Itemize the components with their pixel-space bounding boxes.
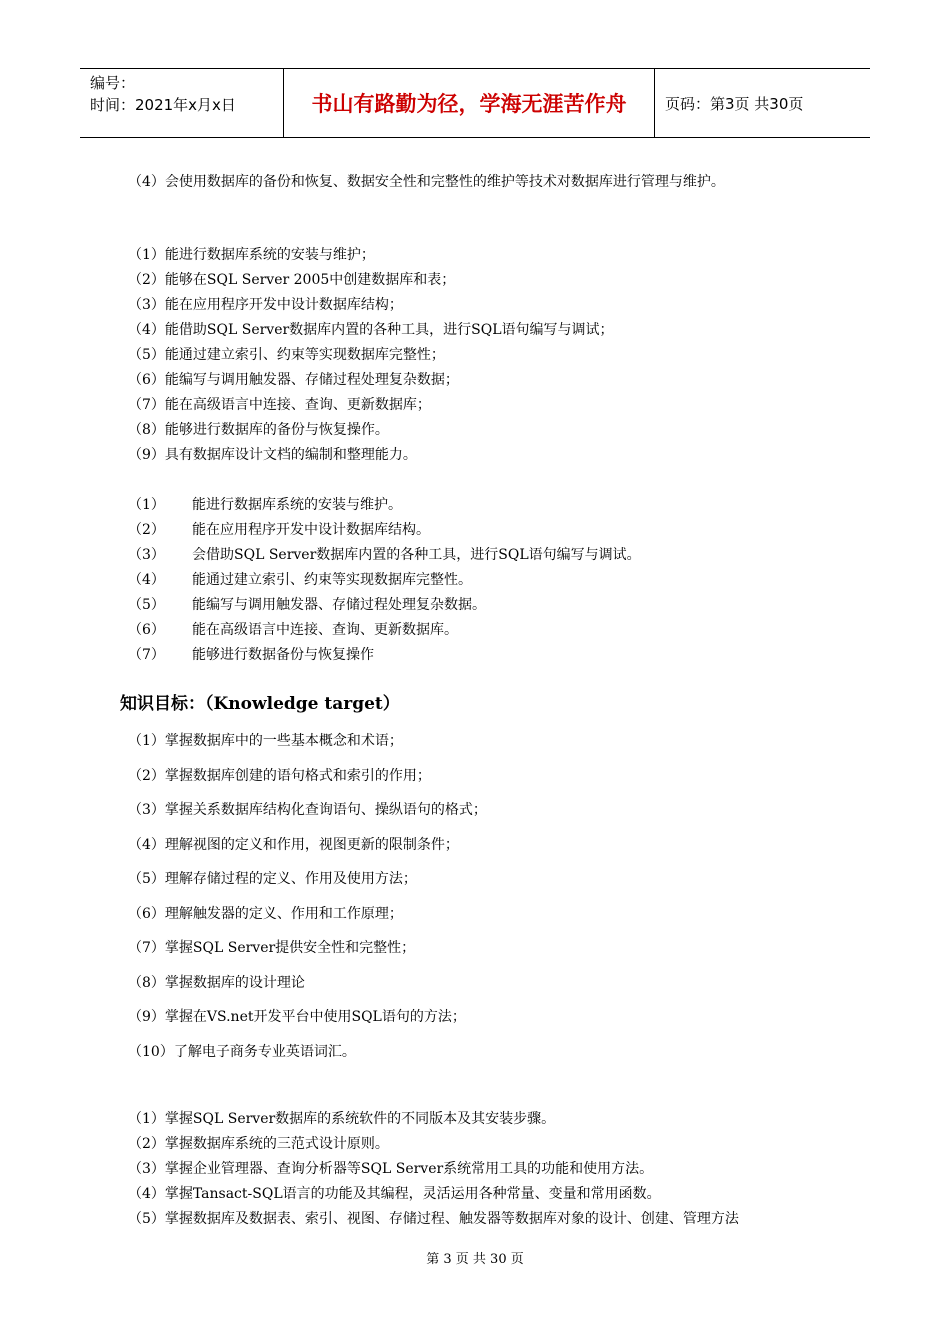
page-footer: 第 3 页 共 30 页 [426, 1252, 524, 1267]
knowledge-target-heading: 知识目标：（Knowledge target） [120, 694, 400, 714]
list-item: （4）能借助SQL Server数据库内置的各种工具，进行SQL语句编写与调试； [128, 322, 614, 338]
list-item-number: （2） [128, 522, 165, 538]
list-item: （9）掌握在VS.net开发平台中使用SQL语句的方法； [128, 1009, 466, 1025]
header-meta [80, 69, 283, 137]
list-item: （3）掌握企业管理器、查询分析器等SQL Server系统常用工具的功能和使用方法。 [128, 1161, 654, 1177]
document-time: 时间：2021年x月x日 [90, 96, 236, 114]
list-item: （5）能通过建立索引、约束等实现数据库完整性； [128, 347, 445, 363]
list-item [128, 521, 430, 539]
list-item-text: 会借助SQL Server数据库内置的各种工具，进行SQL语句编写与调试。 [192, 547, 641, 563]
list-item [128, 621, 458, 639]
list-item [128, 596, 486, 614]
header-page-info: 页码：第3页 共30页 [665, 94, 804, 113]
list-item: （8）能够进行数据库的备份与恢复操作。 [128, 422, 389, 438]
list-item-number: （7） [128, 647, 165, 663]
list-item: （1）掌握数据库中的一些基本概念和术语； [128, 733, 403, 749]
list-item: （7）掌握SQL Server提供安全性和完整性； [128, 940, 416, 956]
list-item: （1）掌握SQL Server数据库的系统软件的不同版本及其安装步骤。 [128, 1111, 556, 1127]
list-item: （7）能在高级语言中连接、查询、更新数据库； [128, 397, 431, 413]
list-item: （2）掌握数据库系统的三范式设计原则。 [128, 1136, 389, 1152]
list-item [128, 546, 641, 564]
list-item [128, 571, 472, 589]
list-item: （3）能在应用程序开发中设计数据库结构； [128, 297, 403, 313]
list-item-number: （3） [128, 547, 165, 563]
list-item: （10）了解电子商务专业英语词汇。 [128, 1044, 356, 1060]
list-item: （9）具有数据库设计文档的编制和整理能力。 [128, 447, 417, 463]
list-item [128, 646, 374, 664]
document-number-label: 编号： [90, 74, 136, 92]
page-header [80, 68, 870, 138]
list-item: （2）掌握数据库创建的语句格式和索引的作用； [128, 768, 431, 784]
list-item-number: （1） [128, 497, 165, 513]
list-item-number: （4） [128, 572, 165, 588]
list-item: （1）能进行数据库系统的安装与维护； [128, 247, 375, 263]
list-item: （8）掌握数据库的设计理论 [128, 975, 305, 991]
list-item: （6）能编写与调用触发器、存储过程处理复杂数据； [128, 372, 459, 388]
list-item: （3）掌握关系数据库结构化查询语句、操纵语句的格式； [128, 802, 487, 818]
list-item-text: 能进行数据库系统的安装与维护。 [192, 497, 402, 513]
list-item: （4）掌握Tansact-SQL语言的功能及其编程，灵活运用各种常量、变量和常用函数。 [128, 1186, 661, 1202]
list-item-text: 能够进行数据备份与恢复操作 [192, 647, 374, 663]
list-item: （5）掌握数据库及数据表、索引、视图、存储过程、触发器等数据库对象的设计、创建、管理方法 [128, 1211, 739, 1227]
list-item [128, 496, 402, 514]
list-item-text: 能在高级语言中连接、查询、更新数据库。 [192, 622, 458, 638]
list-item: （5）理解存储过程的定义、作用及使用方法； [128, 871, 417, 887]
list-item: （6）理解触发器的定义、作用和工作原理； [128, 906, 403, 922]
header-motto: 书山有路勤为径，学海无涯苦作舟 [283, 69, 655, 137]
list-item: （2）能够在SQL Server 2005中创建数据库和表； [128, 272, 456, 288]
list-item-text: 能编写与调用触发器、存储过程处理复杂数据。 [192, 597, 486, 613]
list-item: （4）理解视图的定义和作用，视图更新的限制条件； [128, 837, 459, 853]
list-item-number: （6） [128, 622, 165, 638]
list-item-text: 能通过建立索引、约束等实现数据库完整性。 [192, 572, 472, 588]
list-item-number: （5） [128, 597, 165, 613]
paragraph-line: （4）会使用数据库的备份和恢复、数据安全性和完整性的维护等技术对数据库进行管理与维护。 [128, 174, 725, 190]
list-item-text: 能在应用程序开发中设计数据库结构。 [192, 522, 430, 538]
